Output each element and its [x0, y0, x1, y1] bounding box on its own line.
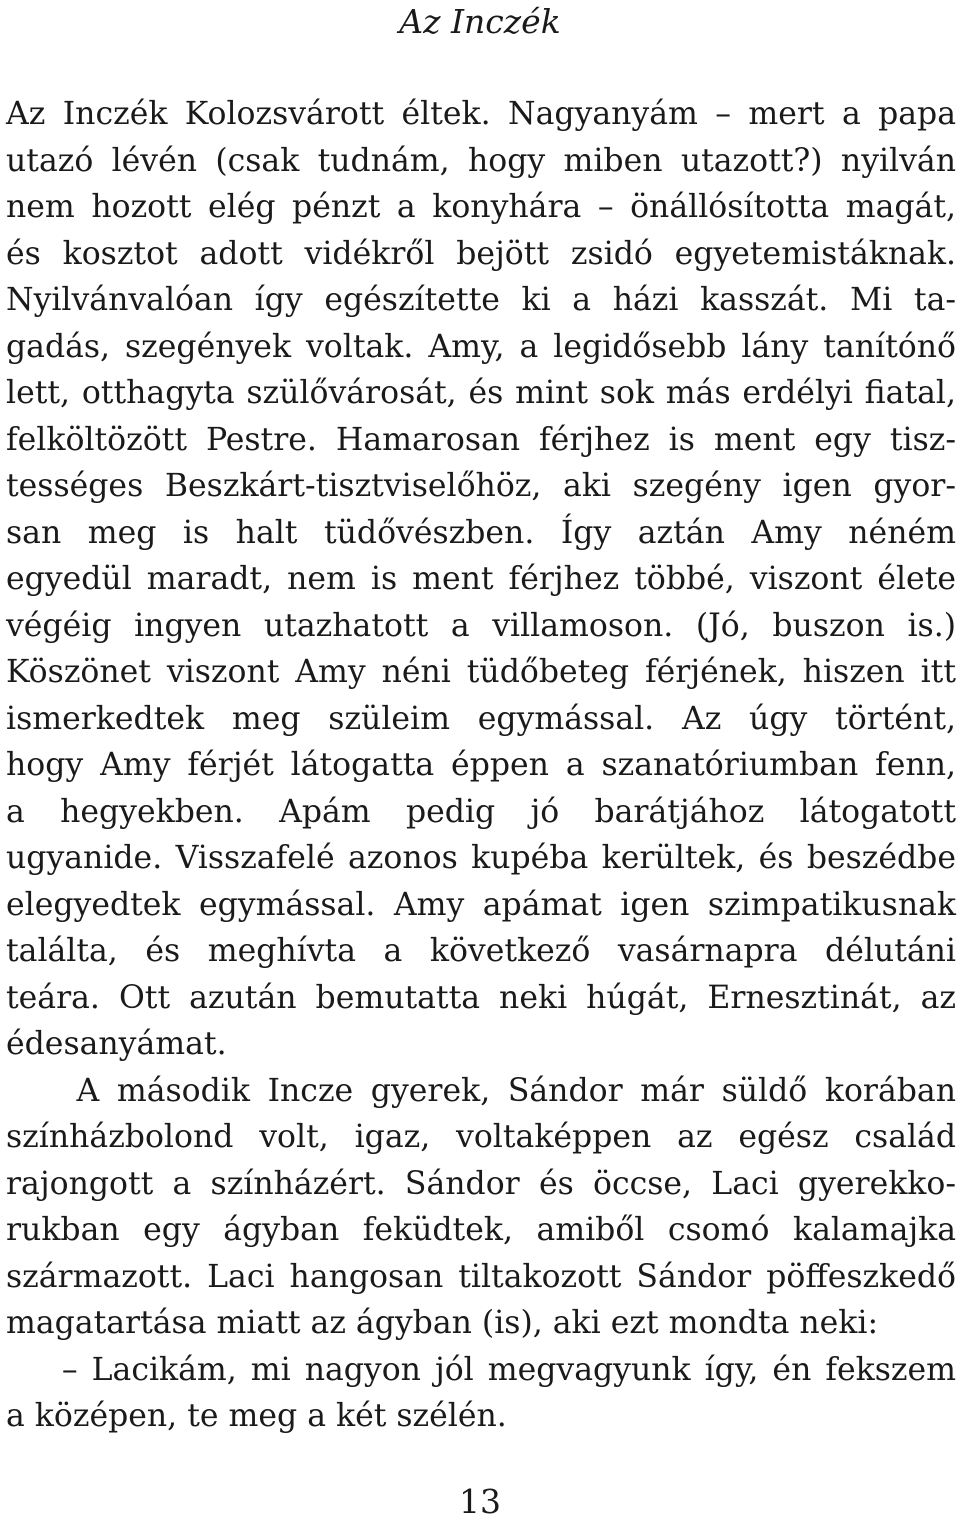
text-line: Nyilvánvalóan így egészítette ki a házi kasszát. Mi ta-	[6, 282, 956, 318]
text-line: származott. Laci hangosan tiltakozott Sándor pöffeszkedő	[6, 1258, 956, 1295]
text-line: lett, otthagyta szülővárosát, és mint sok más erdélyi fiatal,	[6, 375, 956, 411]
text-line: színházbolond volt, igaz, voltaképpen az egész család	[6, 1119, 956, 1155]
text-line: hogy Amy férjét látogatta éppen a szanatóriumban fenn,	[6, 747, 956, 783]
text-line: Az Inczék Kolozsvárott éltek. Nagyanyám – mert a papa	[6, 96, 956, 132]
text-line: tességes Beszkárt-tisztviselőhöz, aki szegény igen gyor-	[6, 468, 956, 504]
text-line: rukban egy ágyban feküdtek, amiből csomó kalamajka	[6, 1212, 956, 1248]
running-head: Az Inczék	[399, 2, 561, 41]
text-line: a hegyekben. Apám pedig jó barátjához látogatott	[6, 793, 956, 830]
text-line: gadás, szegények voltak. Amy, a legidősebb lány tanítónő	[6, 328, 956, 365]
text-line: rajongott a színházért. Sándor és öccse, Laci gyerekko-	[6, 1165, 956, 1202]
text-line: magatartása miatt az ágyban (is), aki ezt mondta neki:	[6, 1305, 879, 1341]
text-line: san meg is halt tüdővészben. Így aztán Amy néném	[6, 514, 956, 551]
page-number: 13	[459, 1482, 501, 1521]
text-line: elegyedtek egymással. Amy apámat igen szimpatikusnak	[6, 886, 956, 923]
text-line: felköltözött Pestre. Hamarosan férjhez is ment egy tisz-	[6, 421, 956, 458]
text-line: Köszönet viszont Amy néni tüdőbeteg férjének, hiszen itt	[6, 654, 956, 690]
text-line: nem hozott elég pénzt a konyhára – önállósította magát,	[6, 189, 956, 225]
text-line: ugyanide. Visszafelé azonos kupéba kerültek, és beszédbe	[6, 840, 956, 876]
text-line: ismerkedtek meg szüleim egymással. Az úgy történt,	[6, 700, 956, 737]
text-line: A második Incze gyerek, Sándor már süldő korában	[6, 1072, 956, 1109]
text-line: a középen, te meg a két szélén.	[6, 1398, 507, 1434]
text-line: egyedül maradt, nem is ment férjhez többé, viszont élete	[6, 561, 956, 597]
text-line: találta, és meghívta a következő vasárnapra délutáni	[6, 933, 956, 969]
text-line: – Lacikám, mi nagyon jól megvagyunk így, én fekszem	[6, 1351, 956, 1388]
text-line: teára. Ott azután bemutatta neki húgát, Ernesztinát, az	[6, 979, 956, 1016]
text-line: utazó lévén (csak tudnám, hogy miben utazott?) nyilván	[6, 142, 956, 179]
text-line: és kosztot adott vidékről bejött zsidó egyetemistáknak.	[6, 235, 956, 272]
text-line: édesanyámat.	[6, 1026, 227, 1062]
body-text	[6, 91, 956, 1440]
text-line: végéig ingyen utazhatott a villamoson. (Jó, buszon is.)	[6, 607, 956, 644]
